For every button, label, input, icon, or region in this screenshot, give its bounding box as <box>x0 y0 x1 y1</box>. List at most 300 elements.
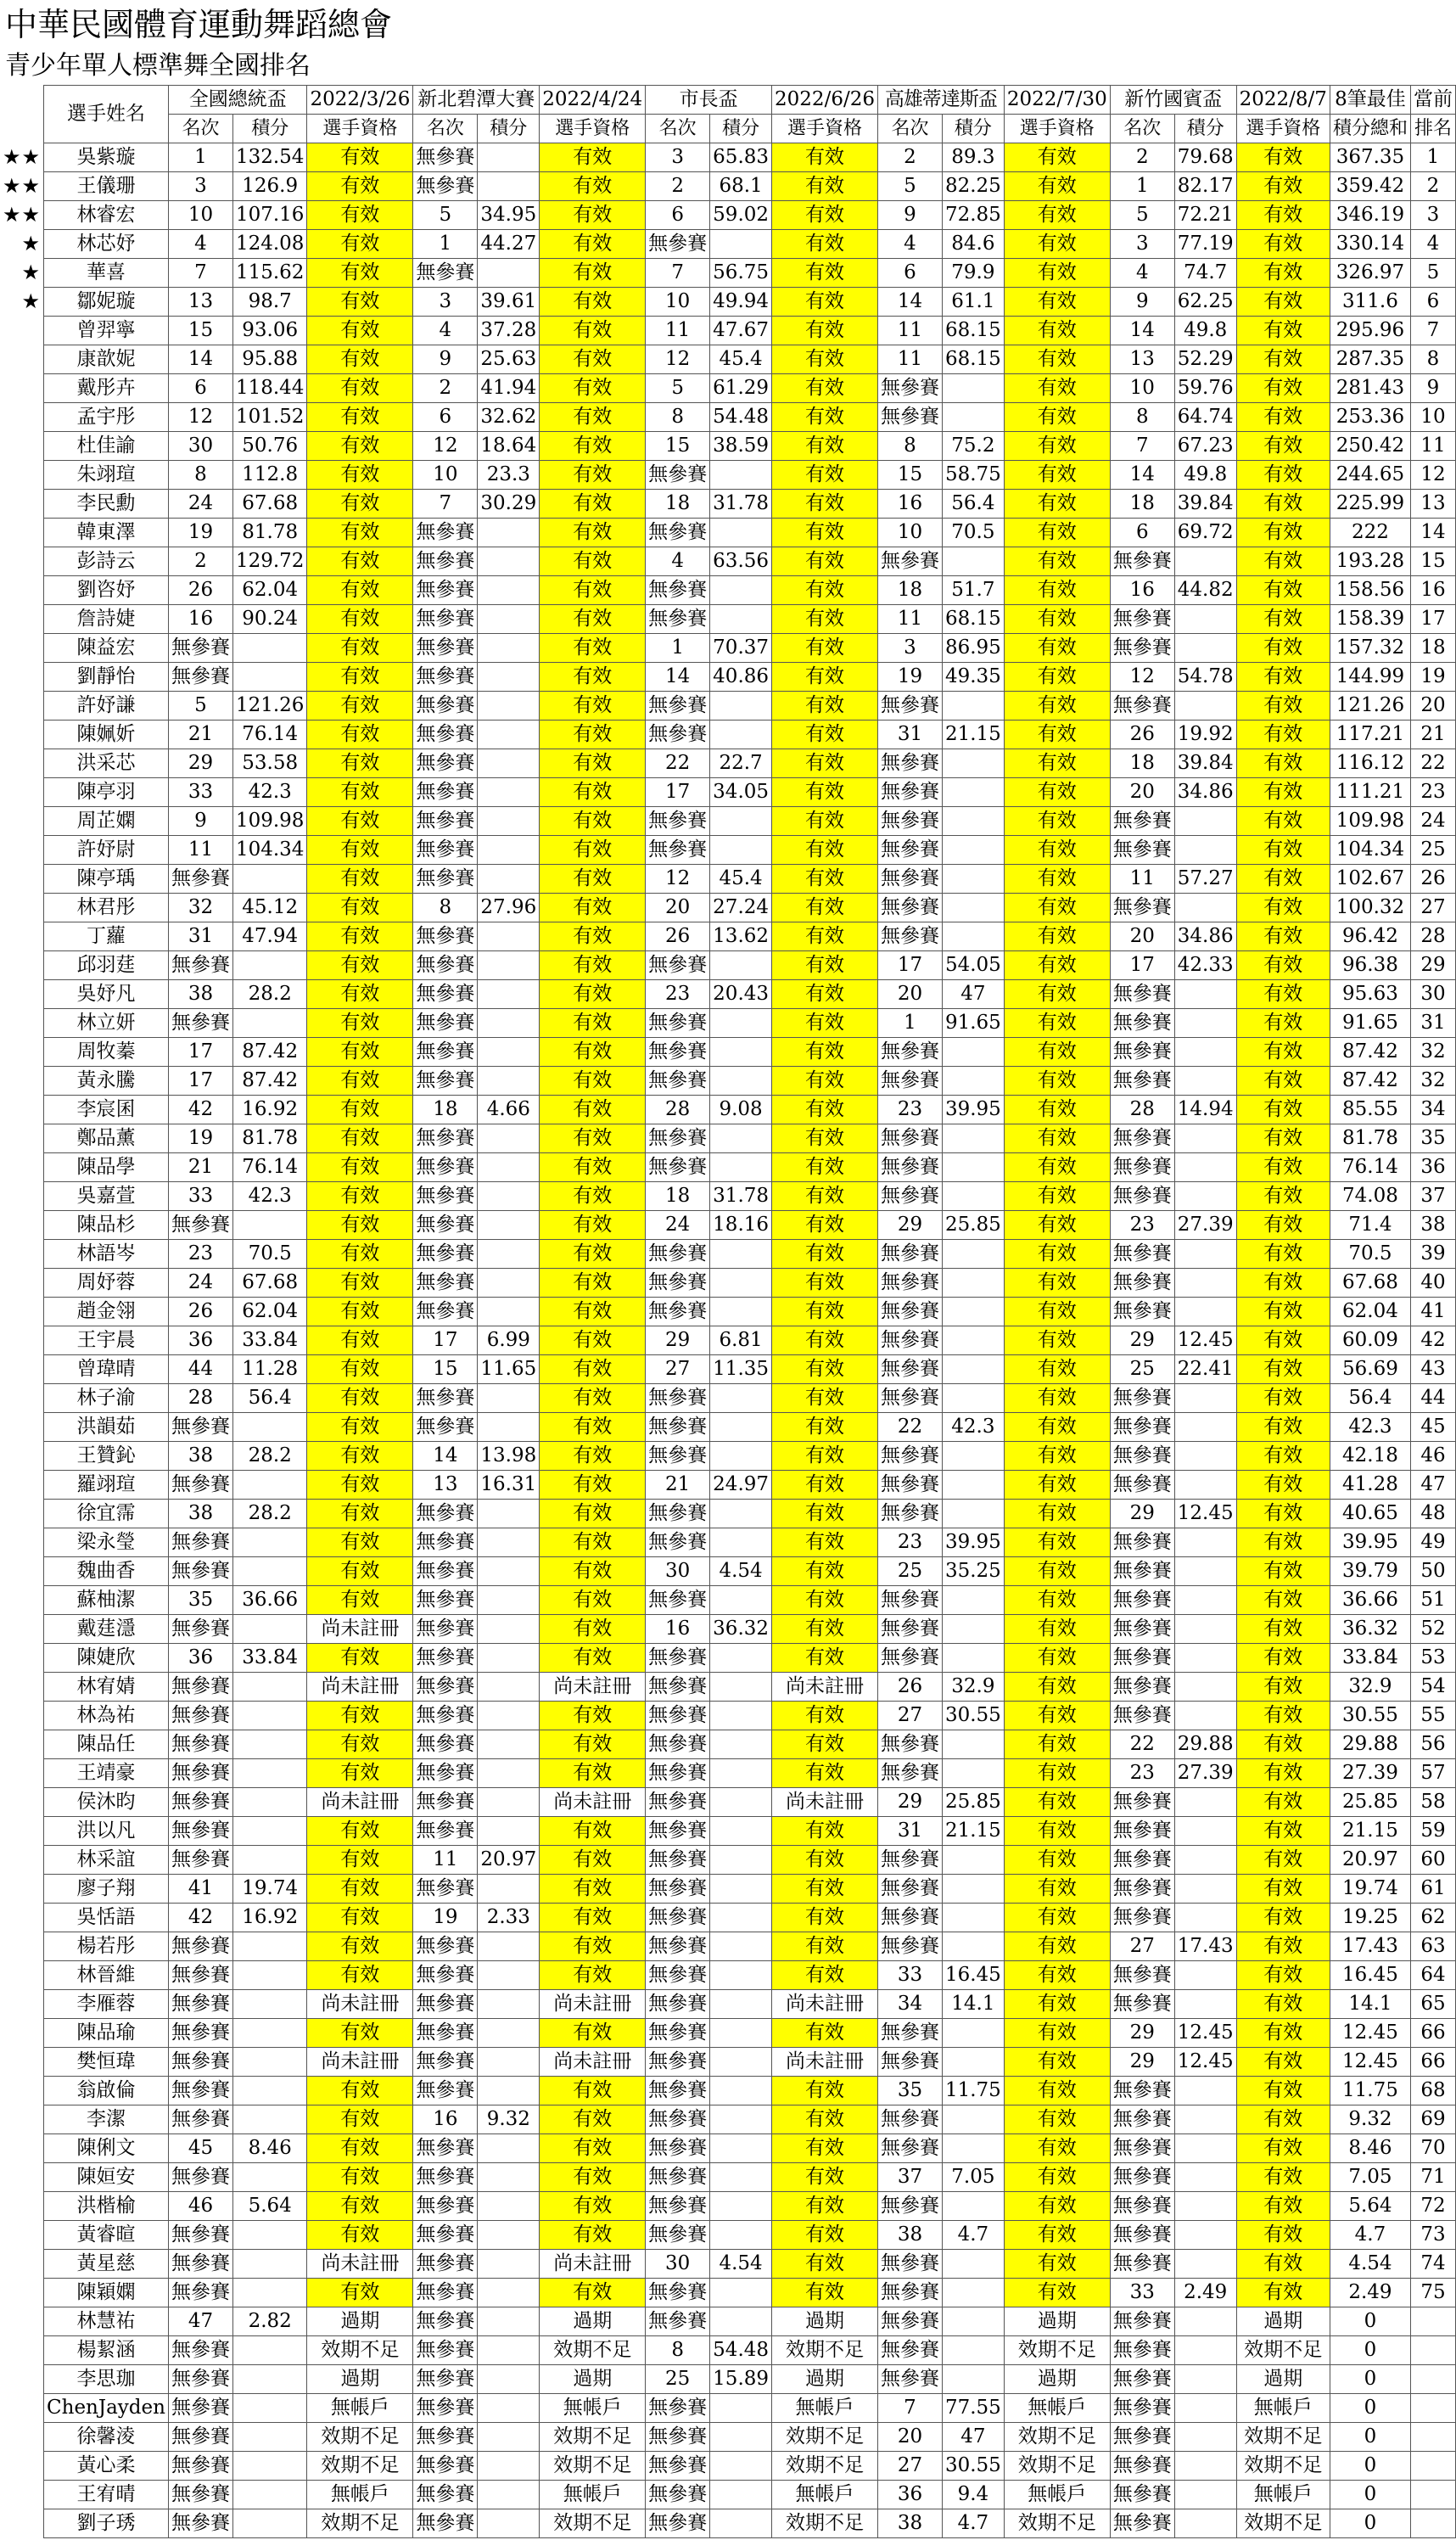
total-score: 96.38 <box>1330 951 1410 980</box>
status-4: 有效 <box>1004 201 1110 230</box>
rank-5: 無參賽 <box>1110 1528 1174 1557</box>
score-5 <box>1174 2365 1236 2394</box>
player-name: 蘇柚潔 <box>44 1586 169 1615</box>
status-2: 有效 <box>540 1269 646 1298</box>
status-4: 有效 <box>1004 894 1110 922</box>
score-1: 95.88 <box>232 345 306 374</box>
rank-5: 無參賽 <box>1110 1269 1174 1298</box>
status-3: 有效 <box>772 1846 878 1875</box>
score-1: 124.08 <box>232 230 306 259</box>
rank-5: 23 <box>1110 1759 1174 1788</box>
score-4 <box>942 1904 1004 1932</box>
status-5: 有效 <box>1236 403 1330 432</box>
status-2: 有效 <box>540 1759 646 1788</box>
star-mark <box>0 1240 44 1269</box>
rank-2: 無參賽 <box>413 519 478 547</box>
score-5 <box>1174 2105 1236 2134</box>
rank-1: 無參賽 <box>168 2423 232 2452</box>
current-rank: 14 <box>1410 519 1455 547</box>
status-3: 有效 <box>772 2134 878 2163</box>
table-row <box>0 1413 1455 1442</box>
total-score: 346.19 <box>1330 201 1410 230</box>
score-1: 81.78 <box>232 1124 306 1153</box>
player-name: 黃永騰 <box>44 1067 169 1096</box>
current-rank: 10 <box>1410 403 1455 432</box>
score-4 <box>942 2192 1004 2221</box>
score-1 <box>232 1471 306 1500</box>
rank-3: 無參賽 <box>646 1932 710 1961</box>
rank-2: 無參賽 <box>413 259 478 288</box>
score-1 <box>232 1846 306 1875</box>
score-5 <box>1174 2394 1236 2423</box>
score-2 <box>478 922 540 951</box>
status-5: 有效 <box>1236 1442 1330 1471</box>
total-score: 116.12 <box>1330 749 1410 778</box>
score-4: 79.9 <box>942 259 1004 288</box>
rank-5: 無參賽 <box>1110 2394 1174 2423</box>
score-4: 32.9 <box>942 1673 1004 1702</box>
rank-2: 無參賽 <box>413 1932 478 1961</box>
rank-1: 38 <box>168 1442 232 1471</box>
score-4: 30.55 <box>942 2452 1004 2481</box>
star-mark <box>0 2048 44 2077</box>
rank-4: 無參賽 <box>877 374 942 403</box>
rank-4: 9 <box>877 201 942 230</box>
score-4: 39.95 <box>942 1528 1004 1557</box>
rank-5: 無參賽 <box>1110 1961 1174 1990</box>
score-5: 59.76 <box>1174 374 1236 403</box>
rank-2: 無參賽 <box>413 721 478 749</box>
status-2: 有效 <box>540 922 646 951</box>
current-rank: 36 <box>1410 1153 1455 1182</box>
status-5: 有效 <box>1236 490 1330 519</box>
score-4: 68.15 <box>942 605 1004 634</box>
table-row <box>0 1038 1455 1067</box>
score-2: 18.64 <box>478 432 540 461</box>
rank-5: 無參賽 <box>1110 634 1174 663</box>
status-5: 有效 <box>1236 836 1330 865</box>
score-3 <box>710 1038 772 1067</box>
status-3: 有效 <box>772 172 878 201</box>
current-rank: 65 <box>1410 1990 1455 2019</box>
rank-3: 30 <box>646 1557 710 1586</box>
status-2: 無帳戶 <box>540 2394 646 2423</box>
status-1: 有效 <box>307 807 413 836</box>
current-rank: 55 <box>1410 1702 1455 1730</box>
score-5 <box>1174 1067 1236 1096</box>
star-mark <box>0 1442 44 1471</box>
status-5: 有效 <box>1236 519 1330 547</box>
rank-1: 38 <box>168 1500 232 1528</box>
star-mark <box>0 1702 44 1730</box>
score-5 <box>1174 2481 1236 2509</box>
status-2: 有效 <box>540 432 646 461</box>
total-score: 0 <box>1330 2365 1410 2394</box>
rank-1: 無參賽 <box>168 2509 232 2538</box>
status-4: 有效 <box>1004 1730 1110 1759</box>
score-3 <box>710 721 772 749</box>
status-5: 有效 <box>1236 1124 1330 1153</box>
current-rank: 11 <box>1410 432 1455 461</box>
score-3 <box>710 1500 772 1528</box>
rank-2: 無參賽 <box>413 1644 478 1673</box>
status-4: 有效 <box>1004 2019 1110 2048</box>
score-5: 42.33 <box>1174 951 1236 980</box>
score-5 <box>1174 692 1236 721</box>
score-5 <box>1174 1298 1236 1326</box>
score-2 <box>478 1500 540 1528</box>
rank-1: 無參賽 <box>168 1557 232 1586</box>
player-name: 黃睿暄 <box>44 2221 169 2250</box>
rank-5: 無參賽 <box>1110 1124 1174 1153</box>
status-3: 有效 <box>772 2019 878 2048</box>
status-1: 有效 <box>307 1730 413 1759</box>
score-1: 87.42 <box>232 1067 306 1096</box>
score-4: 77.55 <box>942 2394 1004 2423</box>
score-4: 54.05 <box>942 951 1004 980</box>
rank-4: 26 <box>877 1673 942 1702</box>
status-1: 有效 <box>307 894 413 922</box>
status-3: 尚未註冊 <box>772 2048 878 2077</box>
score-3 <box>710 1586 772 1615</box>
total-score: 0 <box>1330 2481 1410 2509</box>
score-1 <box>232 2279 306 2307</box>
star-mark <box>0 836 44 865</box>
score-1: 90.24 <box>232 605 306 634</box>
total-score: 0 <box>1330 2307 1410 2336</box>
star-mark <box>0 1644 44 1673</box>
rank-3: 無參賽 <box>646 2134 710 2163</box>
score-2: 41.94 <box>478 374 540 403</box>
player-name: 王靖豪 <box>44 1759 169 1788</box>
score-5: 29.88 <box>1174 1730 1236 1759</box>
status-1: 有效 <box>307 1644 413 1673</box>
status-4: 無帳戶 <box>1004 2481 1110 2509</box>
rank-1: 12 <box>168 403 232 432</box>
score-1 <box>232 1961 306 1990</box>
rank-5: 無參賽 <box>1110 1846 1174 1875</box>
status-2: 有效 <box>540 634 646 663</box>
rank-1: 無參賽 <box>168 663 232 692</box>
score-3 <box>710 951 772 980</box>
rank-1: 2 <box>168 547 232 576</box>
player-name: 林君彤 <box>44 894 169 922</box>
current-rank: 45 <box>1410 1413 1455 1442</box>
player-name: 洪韻茹 <box>44 1413 169 1442</box>
star-mark <box>0 1817 44 1846</box>
rank-3: 無參賽 <box>646 836 710 865</box>
status-5: 有效 <box>1236 1500 1330 1528</box>
table-row <box>0 980 1455 1009</box>
header-event: 新竹國賓盃 <box>1110 86 1236 115</box>
current-rank <box>1410 2452 1455 2481</box>
status-5: 有效 <box>1236 2105 1330 2134</box>
rank-1: 28 <box>168 1384 232 1413</box>
score-2: 9.32 <box>478 2105 540 2134</box>
score-5 <box>1174 2423 1236 2452</box>
current-rank: 73 <box>1410 2221 1455 2250</box>
table-row <box>0 2336 1455 2365</box>
status-2: 有效 <box>540 259 646 288</box>
rank-3: 無參賽 <box>646 1644 710 1673</box>
status-4: 有效 <box>1004 1442 1110 1471</box>
status-4: 有效 <box>1004 374 1110 403</box>
status-3: 有效 <box>772 2105 878 2134</box>
status-3: 有效 <box>772 201 878 230</box>
score-1 <box>232 2481 306 2509</box>
score-1 <box>232 865 306 894</box>
rank-5: 無參賽 <box>1110 1586 1174 1615</box>
status-4: 有效 <box>1004 1961 1110 1990</box>
status-3: 有效 <box>772 1124 878 1153</box>
status-5: 有效 <box>1236 1932 1330 1961</box>
status-3: 有效 <box>772 1384 878 1413</box>
star-mark <box>0 865 44 894</box>
star-mark <box>0 1759 44 1788</box>
player-name: 孟宇彤 <box>44 403 169 432</box>
status-1: 有效 <box>307 1442 413 1471</box>
rank-4: 6 <box>877 259 942 288</box>
status-3: 有效 <box>772 345 878 374</box>
table-row <box>0 2134 1455 2163</box>
status-5: 過期 <box>1236 2307 1330 2336</box>
total-score: 100.32 <box>1330 894 1410 922</box>
status-5: 有效 <box>1236 2192 1330 2221</box>
status-2: 尚未註冊 <box>540 1990 646 2019</box>
score-3 <box>710 2134 772 2163</box>
rank-3: 無參賽 <box>646 1730 710 1759</box>
player-name: 陳姵妡 <box>44 721 169 749</box>
rank-4: 無參賽 <box>877 865 942 894</box>
score-1 <box>232 1557 306 1586</box>
score-3 <box>710 2221 772 2250</box>
status-3: 有效 <box>772 374 878 403</box>
status-2: 有效 <box>540 1355 646 1384</box>
table-row <box>0 2163 1455 2192</box>
rank-2: 無參賽 <box>413 1413 478 1442</box>
score-4 <box>942 2336 1004 2365</box>
score-5: 39.84 <box>1174 490 1236 519</box>
score-5: 69.72 <box>1174 519 1236 547</box>
status-4: 有效 <box>1004 1932 1110 1961</box>
rank-4: 27 <box>877 2452 942 2481</box>
total-score: 157.32 <box>1330 634 1410 663</box>
rank-4: 無參賽 <box>877 692 942 721</box>
score-4: 25.85 <box>942 1211 1004 1240</box>
current-rank <box>1410 2365 1455 2394</box>
rank-4: 20 <box>877 980 942 1009</box>
star-mark <box>0 1875 44 1904</box>
status-1: 有效 <box>307 1932 413 1961</box>
status-3: 有效 <box>772 1644 878 1673</box>
table-row <box>0 1759 1455 1788</box>
current-rank: 15 <box>1410 547 1455 576</box>
rank-4: 31 <box>877 1817 942 1846</box>
score-5 <box>1174 1124 1236 1153</box>
table-row <box>0 807 1455 836</box>
rank-4: 無參賽 <box>877 1932 942 1961</box>
star-mark <box>0 605 44 634</box>
rank-5: 無參賽 <box>1110 1240 1174 1269</box>
rank-4: 無參賽 <box>877 1615 942 1644</box>
current-rank <box>1410 2307 1455 2336</box>
rank-2: 無參賽 <box>413 1788 478 1817</box>
score-5: 34.86 <box>1174 778 1236 807</box>
star-mark <box>0 2481 44 2509</box>
score-1 <box>232 2163 306 2192</box>
header-rank: 當前 <box>1410 86 1455 115</box>
score-3: 4.54 <box>710 2250 772 2279</box>
rank-1: 無參賽 <box>168 2336 232 2365</box>
rank-2: 無參賽 <box>413 2509 478 2538</box>
score-2 <box>478 1673 540 1702</box>
table-row <box>0 1846 1455 1875</box>
status-4: 有效 <box>1004 2077 1110 2105</box>
rank-5: 無參賽 <box>1110 1009 1174 1038</box>
status-3: 有效 <box>772 663 878 692</box>
status-3: 有效 <box>772 836 878 865</box>
score-4: 21.15 <box>942 721 1004 749</box>
status-2: 有效 <box>540 894 646 922</box>
score-5: 67.23 <box>1174 432 1236 461</box>
rank-4: 38 <box>877 2509 942 2538</box>
current-rank: 9 <box>1410 374 1455 403</box>
score-2: 27.96 <box>478 894 540 922</box>
status-2: 有效 <box>540 1153 646 1182</box>
table-row <box>0 403 1455 432</box>
status-3: 有效 <box>772 259 878 288</box>
rank-3: 20 <box>646 894 710 922</box>
rank-1: 21 <box>168 721 232 749</box>
current-rank: 24 <box>1410 807 1455 836</box>
rank-2: 無參賽 <box>413 1759 478 1788</box>
rank-1: 16 <box>168 605 232 634</box>
current-rank: 37 <box>1410 1182 1455 1211</box>
score-1: 28.2 <box>232 1442 306 1471</box>
rank-1: 3 <box>168 172 232 201</box>
ranking-table <box>0 85 1456 2538</box>
score-5 <box>1174 1557 1236 1586</box>
star-mark <box>0 663 44 692</box>
status-2: 有效 <box>540 2279 646 2307</box>
rank-3: 無參賽 <box>646 1990 710 2019</box>
table-row <box>0 2481 1455 2509</box>
total-score: 9.32 <box>1330 2105 1410 2134</box>
rank-2: 無參賽 <box>413 634 478 663</box>
current-rank <box>1410 2423 1455 2452</box>
rank-2: 無參賽 <box>413 2134 478 2163</box>
rank-1: 無參賽 <box>168 1990 232 2019</box>
score-4 <box>942 2279 1004 2307</box>
table-row <box>0 1932 1455 1961</box>
total-score: 5.64 <box>1330 2192 1410 2221</box>
status-2: 有效 <box>540 201 646 230</box>
rank-5: 28 <box>1110 1096 1174 1124</box>
rank-4: 25 <box>877 1557 942 1586</box>
status-2: 尚未註冊 <box>540 2048 646 2077</box>
table-row <box>0 1124 1455 1153</box>
score-1: 45.12 <box>232 894 306 922</box>
status-5: 有效 <box>1236 1788 1330 1817</box>
rank-4: 無參賽 <box>877 1124 942 1153</box>
score-1: 76.14 <box>232 1153 306 1182</box>
status-2: 有效 <box>540 1413 646 1442</box>
total-score: 87.42 <box>1330 1038 1410 1067</box>
score-3 <box>710 2307 772 2336</box>
total-score: 81.78 <box>1330 1124 1410 1153</box>
total-score: 0 <box>1330 2423 1410 2452</box>
table-row <box>0 865 1455 894</box>
rank-5: 29 <box>1110 2019 1174 2048</box>
star-mark <box>0 692 44 721</box>
status-4: 有效 <box>1004 1817 1110 1846</box>
status-3: 有效 <box>772 1298 878 1326</box>
status-1: 有效 <box>307 143 413 172</box>
rank-5: 無參賽 <box>1110 1904 1174 1932</box>
status-5: 有效 <box>1236 1153 1330 1182</box>
score-2 <box>478 1759 540 1788</box>
rank-3: 無參賽 <box>646 2163 710 2192</box>
status-4: 有效 <box>1004 980 1110 1009</box>
rank-3: 無參賽 <box>646 2019 710 2048</box>
score-3 <box>710 1961 772 1990</box>
score-4 <box>942 1846 1004 1875</box>
status-4: 有效 <box>1004 1153 1110 1182</box>
score-4: 68.15 <box>942 317 1004 345</box>
score-3 <box>710 2509 772 2538</box>
rank-2: 無參賽 <box>413 1298 478 1326</box>
table-row <box>0 894 1455 922</box>
current-rank: 66 <box>1410 2019 1455 2048</box>
score-3 <box>710 1009 772 1038</box>
rank-3: 無參賽 <box>646 1298 710 1326</box>
status-3: 無帳戶 <box>772 2481 878 2509</box>
status-4: 有效 <box>1004 519 1110 547</box>
status-5: 有效 <box>1236 922 1330 951</box>
player-name: 李潔 <box>44 2105 169 2134</box>
total-score: 91.65 <box>1330 1009 1410 1038</box>
status-3: 有效 <box>772 317 878 345</box>
rank-4: 無參賽 <box>877 922 942 951</box>
status-5: 有效 <box>1236 1615 1330 1644</box>
score-3 <box>710 1298 772 1326</box>
status-4: 有效 <box>1004 721 1110 749</box>
status-1: 有效 <box>307 2163 413 2192</box>
status-2: 有效 <box>540 1326 646 1355</box>
status-5: 有效 <box>1236 1096 1330 1124</box>
rank-2: 無參賽 <box>413 2423 478 2452</box>
score-5: 52.29 <box>1174 345 1236 374</box>
total-score: 144.99 <box>1330 663 1410 692</box>
score-5 <box>1174 2192 1236 2221</box>
score-2 <box>478 519 540 547</box>
score-3: 11.35 <box>710 1355 772 1384</box>
rank-2: 17 <box>413 1326 478 1355</box>
status-2: 有效 <box>540 230 646 259</box>
score-3: 27.24 <box>710 894 772 922</box>
score-3 <box>710 1124 772 1153</box>
total-score: 33.84 <box>1330 1644 1410 1673</box>
status-3: 有效 <box>772 951 878 980</box>
rank-2: 無參賽 <box>413 1615 478 1644</box>
score-1 <box>232 1615 306 1644</box>
star-mark: ★ <box>21 261 42 284</box>
score-2 <box>478 1528 540 1557</box>
status-2: 有效 <box>540 1211 646 1240</box>
rank-4: 無參賽 <box>877 749 942 778</box>
rank-4: 35 <box>877 2077 942 2105</box>
current-rank: 23 <box>1410 778 1455 807</box>
